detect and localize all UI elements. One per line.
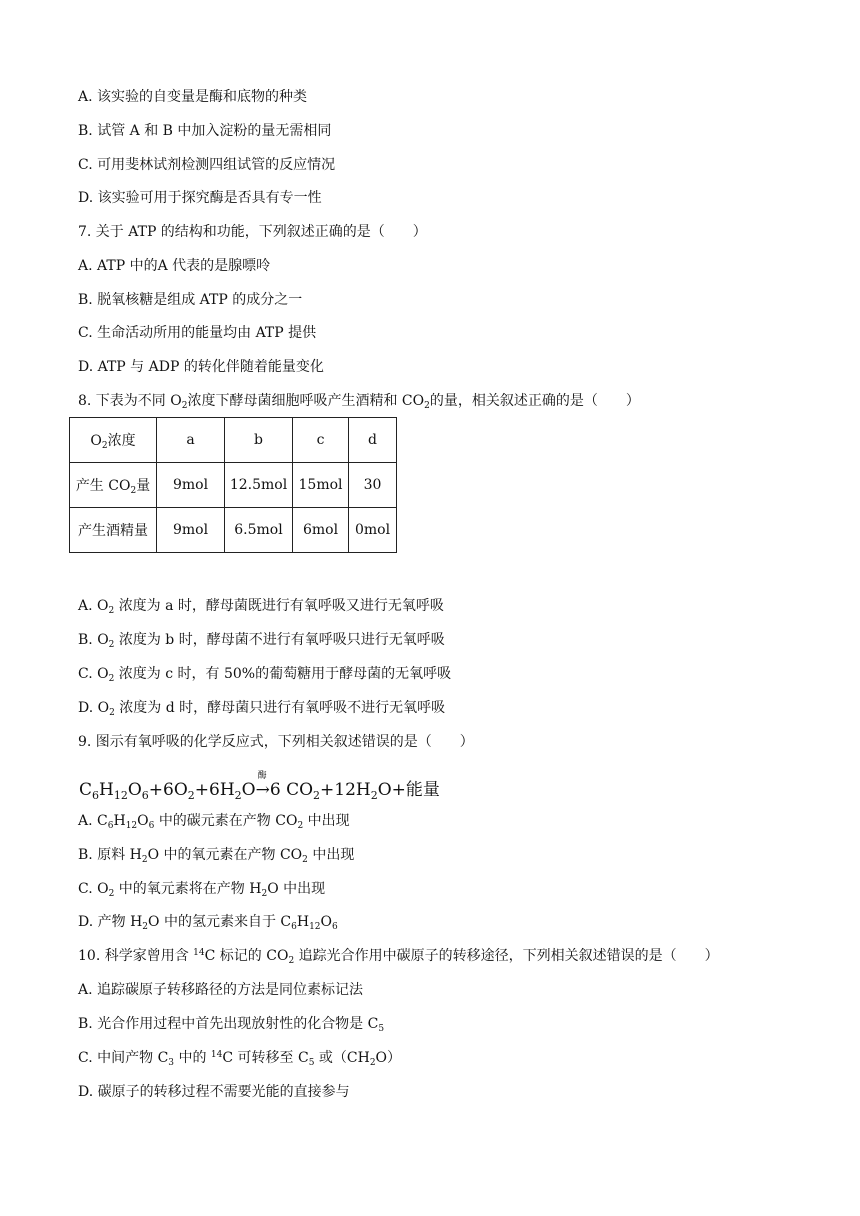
q8-stem: 8. 下表为不同 $O_2$浓度下酵母菌细胞呼吸产生酒精和 $CO_2$的量，相关叙述正确的是（ ） [78,393,640,411]
o2-concentration-table [69,417,397,553]
co2-value-b: 12.5mol [225,463,293,508]
q8-option-c: C. $O_2$ 浓度为 c 时，有 50%的葡萄糖用于酵母菌的无氧呼吸 [78,666,452,684]
q10-option-c: C. 中间产物 $C_3$ 中的 $^{14}$C 可转移至 $C_5$ 或$(CH_2O)$ [78,1050,402,1068]
q7-option-c: C. 生命活动所用的能量均由 ATP 提供 [78,325,317,341]
q9-option-d: D. 产物 $H_2O$ 中的氢元素来自于 $C_6H_{12}O_6$ [78,914,338,932]
reaction-arrow: 酶 → [256,780,270,800]
q7-option-a: A. ATP 中的A 代表的是腺嘌呤 [78,258,271,274]
co2-value-c: 15mol [293,463,349,508]
header-col-c: c [293,418,349,463]
respiration-equation: $C_6H_{12}O_6+6O_2+6H_2O$ 酶 →6 $CO_2+12H_2O+$能量 [79,775,440,800]
q7-option-b: B. 脱氧核糖是组成 ATP 的成分之一 [78,292,303,308]
alcohol-value-b: 6.5mol [225,508,293,553]
alcohol-value-a: 9mol [157,508,225,553]
q10-stem: 10. 科学家曾用含 $^{14}$C 标记的 $CO_2$ 追踪光合作用中碳原子的转移途径，下列相关叙述错误的是（ ） [78,948,719,966]
alcohol-value-d: 0mol [349,508,397,553]
q9-option-c: C. $O_2$ 中的氧元素将在产物 $H_2O$ 中出现 [78,881,326,899]
header-col-a: a [157,418,225,463]
table-row-alcohol [70,508,397,553]
q10-option-a: A. 追踪碳原子转移路径的方法是同位素标记法 [78,982,364,998]
co2-row-label: 产生 $CO_2$量 [70,463,157,508]
q6-option-d: D. 该实验可用于探究酶是否具有专一性 [78,190,322,206]
energy-label: 能量 [405,780,440,800]
q8-option-b: B. $O_2$ 浓度为 b 时，酵母菌不进行有氧呼吸只进行无氧呼吸 [78,632,445,650]
q8-option-d: D. $O_2$ 浓度为 d 时，酵母菌只进行有氧呼吸不进行无氧呼吸 [78,700,446,718]
enzyme-label: 酶 [257,771,267,781]
header-o2-cell: $O_2$浓度 [70,418,157,463]
q10-option-b: B. 光合作用过程中首先出现放射性的化合物是 $C_5$ [78,1016,385,1034]
header-col-d: d [349,418,397,463]
co2-value-a: 9mol [157,463,225,508]
q7-option-d: D. ATP 与 ADP 的转化伴随着能量变化 [78,359,324,375]
header-col-b: b [225,418,293,463]
alcohol-value-c: 6mol [293,508,349,553]
alcohol-row-label: 产生酒精量 [70,508,157,553]
q8-option-a: A. $O_2$ 浓度为 a 时，酵母菌既进行有氧呼吸又进行无氧呼吸 [78,598,444,616]
co2-value-d: 30 [349,463,397,508]
q6-option-c: C. 可用斐林试剂检测四组试管的反应情况 [78,157,336,173]
q9-option-a: A. $C_6H_{12}O_6$ 中的碳元素在产物 $CO_2$ 中出现 [78,813,350,831]
q9-stem: 9. 图示有氧呼吸的化学反应式，下列相关叙述错误的是（ ） [78,734,474,750]
q7-stem: 7. 关于 ATP 的结构和功能，下列叙述正确的是（ ） [78,224,427,240]
q9-option-b: B. 原料 $H_2O$ 中的氧元素在产物 $CO_2$ 中出现 [78,847,355,865]
table-row-header [70,418,397,463]
q6-option-b: B. 试管 A 和 B 中加入淀粉的量无需相同 [78,123,332,139]
table-row-co2 [70,463,397,508]
q6-option-a: A. 该实验的自变量是酶和底物的种类 [78,89,308,105]
q10-option-d: D. 碳原子的转移过程不需要光能的直接参与 [78,1084,350,1100]
